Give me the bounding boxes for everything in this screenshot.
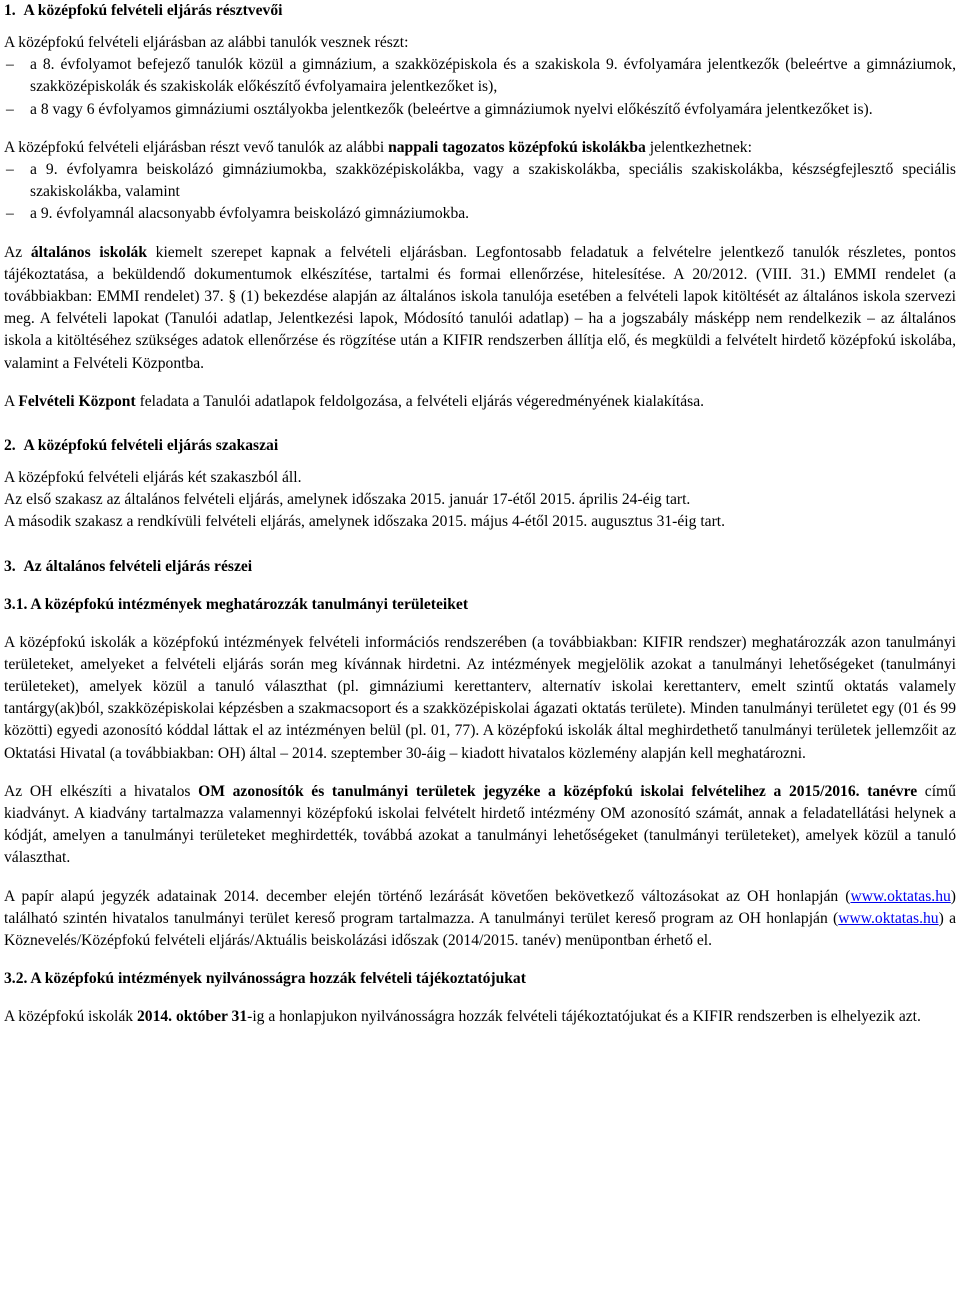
bold-text: Felvételi Központ (18, 392, 136, 410)
text-span: -ig a honlapjukon nyilvánosságra hozzák felvételi tájékoztatójukat és a KIFIR rendszerben is elhelyezik azt. (247, 1008, 921, 1026)
text-span: ) a Köznevelés/Középfokú felvételi eljárás/Aktuális beiskolázási időszak (2014/2015. tanév) menüpontban érhető el. (4, 909, 957, 950)
oktatas-link[interactable]: www.oktatas.hu (838, 909, 939, 927)
stages-line-2: Az első szakasz az általános felvételi eljárás, amelynek időszaka 2015. január 17-étől 2015. április 24-éig tart. (4, 491, 691, 509)
schools-intro (4, 137, 956, 159)
search-program-paragraph (4, 886, 956, 953)
section-3-heading: 3. Az általános felvételi eljárás részei (4, 557, 253, 575)
prospectus-paragraph (4, 1006, 956, 1028)
bold-text: 2014. október 31 (136, 1008, 248, 1026)
list-item: – a 9. évfolyamra beiskolázó gimnáziumokba, szakközépiskolákba, vagy a szakiskolákba, speciális szakiskolákba, készségfejlesztő speciális szakiskolákba, valamint (4, 159, 956, 203)
study-areas-paragraph: A középfokú iskolák a középfokú intézmények felvételi információs rendszerében (a továbbiakban: KIFIR rendszer) meghatározzák azon tanulmányi területeket, amelyeket a felvételi eljárás során meg kívánnak hirdetni. Az intézmények megjelölik azokat a tanulmányi lehetőségeket (tanulmányi területeket), amelyek közül a tanuló választhat (pl. gimnáziumi kerettanterv, alternatív iskolai kerettanterv, emelt szintű oktatás valamely tantárgy(ak)ból, szakközépiskolai képzésben a szakmacsoport és a szakközépiskolai ágazati oktatás területe). Minden tanulmányi területet egy (01 és 99 közötti) egyedi azonosító kóddal láttak el az intézményen belül (pl. 01, 77). A középfokú iskolák által meghirdethető tanulmányi területek jellemzőit az Oktatási Hivatal (a továbbiakban: OH) által – 2014. szeptember 30-áig – kiadott hivatalos közlemény alapján kell meghatározni. (4, 633, 956, 762)
text-span: feladata a Tanulói adatlapok feldolgozása, a felvételi eljárás végeredményének kialakítása. (135, 392, 705, 410)
bold-text: OM azonosítók és tanulmányi területek jegyzéke a középfokú iskolai felvételihez a 2015/2016. tanévre (198, 782, 918, 800)
text-span: A papír alapú jegyzék adatainak 2014. december elején történő lezárását követően bekövetkező változásokat az OH honlapján ( (4, 887, 851, 905)
text-span: A középfokú iskolák (4, 1008, 137, 1026)
list-item: – a 9. évfolyamnál alacsonyabb évfolyamra beiskolázó gimnáziumokba. (4, 203, 956, 225)
list-item: – a 8 vagy 6 évfolyamos gimnáziumi osztályokba jelentkezők (beleértve a gimnáziumok nyelvi előkészítő évfolyamára jelentkezőket is). (4, 99, 956, 121)
schools-list (4, 159, 956, 226)
text-span: A (4, 392, 19, 410)
admission-center-paragraph (4, 391, 956, 413)
text-span: ) található szintén hivatalos tanulmányi terület kereső program tartalmazza. A tanulmányi terület kereső program az OH honlapján ( (4, 887, 956, 927)
section-3-1-heading: 3.1. A középfokú intézmények meghatározzák tanulmányi területeiket (4, 595, 469, 613)
bold-text: nappali tagozatos középfokú iskolákba (388, 138, 646, 156)
text-span: című kiadványt. A kiadvány tartalmazza valamennyi középfokú iskolai felvételt hirdető intézmény OM azonosító számát, annak a feladatellátási helynek a kódját, amelyen a tanulmányi területeket meghirdették, továbbá azokat a tanulmányi lehetőségeket (tanulmányi területeket), amelyek közül a tanuló választhat. (4, 782, 956, 867)
text-span: kiemelt szerepet kapnak a felvételi eljárásban. Legfontosabb feladatuk a felvételre jelentkező tanulók részletes, pontos tájékoztatása, a beküldendő dokumentumok elkészítése, tartalmi és formai ellenőrzése, hitelesítése. A 20/2012. (VIII. 31.) EMMI rendelet (a továbbiakban: EMMI rendelet) 37. § (1) bekezdése alapján az általános iskola tanulója esetében a felvételi lapok kitöltését az általános iskola szervezi meg. A felvételi lapokat (Tanulói adatlap, Jelentkezési lapok, Módosító tanulói adatlap) – ha a jogszabály másképp nem rendelkezik – az általános iskola a kitöltéséhez szükséges adatok ellenőrzése és rögzítése után a KIFIR rendszerben állítja elő, és megküldi a felvételt hirdető középfokú iskolába, valamint a Felvételi Központba. (4, 243, 956, 372)
bold-text: általános iskolák (30, 243, 147, 261)
stages-line-3: A második szakasz a rendkívüli felvételi eljárás, amelynek időszaka 2015. május 4-étől 2015. augusztus 31-éig tart. (4, 513, 726, 531)
text-span: A középfokú felvételi eljárásban részt vevő tanulók az alábbi (4, 138, 389, 156)
oktatas-link[interactable]: www.oktatas.hu (850, 887, 951, 905)
primary-schools-paragraph (4, 242, 956, 375)
section-3-2-heading: 3.2. A középfokú intézmények nyilvánosságra hozzák felvételi tájékoztatójukat (4, 970, 526, 988)
section-2-heading: 2. A középfokú felvételi eljárás szakaszai (4, 437, 279, 455)
participants-list (4, 54, 956, 121)
section-1-heading: 1. A középfokú felvételi eljárás résztvevői (4, 2, 283, 19)
list-item: – a 8. évfolyamot befejező tanulók közül a gimnázium, a szakközépiskola és a szakiskola 9. évfolyamára jelentkezők (beleértve a gimnáziumok, szakközépiskolák és szakiskolák előkészítő évfolyamaira jelentkezőket is), (4, 54, 956, 98)
participants-intro: A középfokú felvételi eljárásban az alábbi tanulók vesznek részt: (4, 34, 409, 51)
text-span: Az (4, 243, 31, 261)
text-span: jelentkezhetnek: (645, 138, 752, 156)
om-list-paragraph (4, 781, 956, 870)
text-span: Az OH elkészíti a hivatalos (4, 782, 199, 800)
stages-line-1: A középfokú felvételi eljárás két szakaszból áll. (4, 469, 302, 487)
